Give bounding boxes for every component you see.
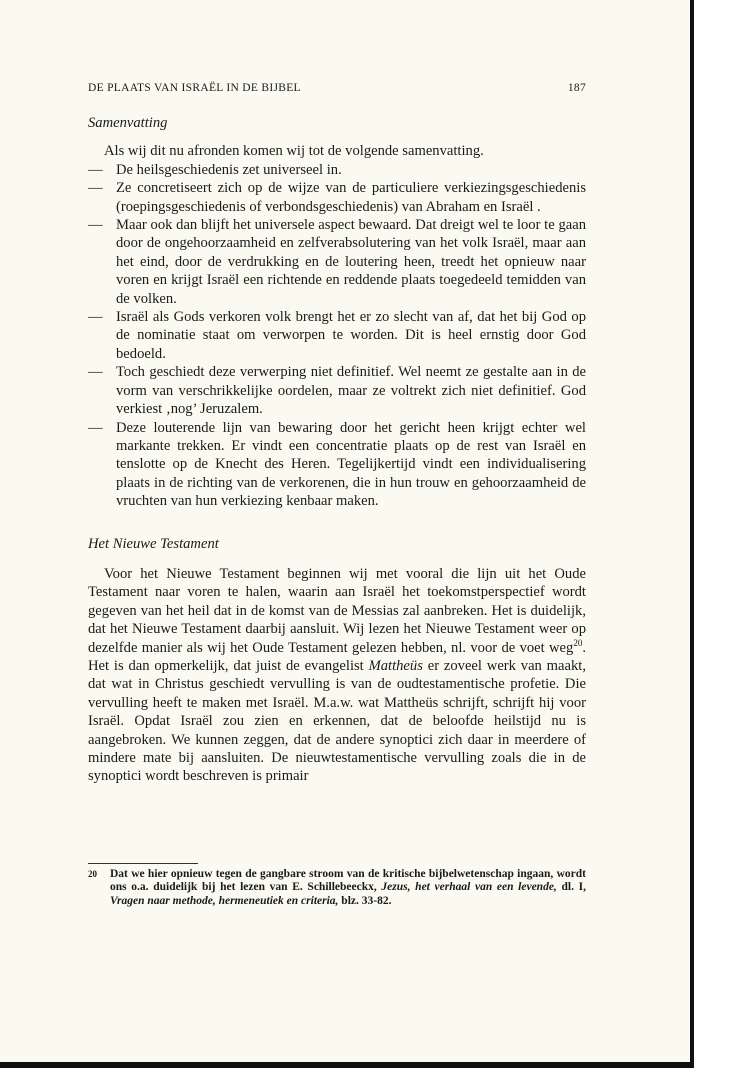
emphasis-mattheus: Mattheüs: [368, 657, 423, 674]
footnote-divider: [88, 863, 198, 864]
body-text: [88, 114, 586, 786]
footnote-number: 20: [88, 869, 97, 879]
dash-marker: —: [88, 419, 103, 436]
list-item: [88, 363, 586, 418]
list-item-text: Deze louterende lijn van bewaring door het gericht heen krijgt echter wel markante trekken. Er vindt een concentratie plaats op de rest van Israël en tenslotte op de Knecht des Heren. Tegelijkertijd vindt een individualisering plaats in de richting van de verkorenen, die in hun trouw en gehoorzaamheid de vruchten van hun verkiezing kenbaar maken.: [116, 419, 586, 510]
footnote-title-jezus: Jezus, het verhaal van een levende,: [381, 881, 557, 894]
list-item-text: De heilsgeschiedenis zet universeel in.: [116, 161, 342, 178]
page-number: 187: [567, 82, 586, 94]
dash-marker: —: [88, 180, 103, 197]
page-edge-shadow-bottom: [0, 1062, 694, 1068]
section-title-nieuwe-testament: Het Nieuwe Testament: [88, 535, 219, 552]
running-head: [88, 82, 586, 94]
list-item: [88, 308, 586, 363]
summary-intro: Als wij dit nu afronden komen wij tot de volgende samenvatting.: [104, 143, 484, 160]
list-item-text: Ze concretiseert zich op de wijze van de particuliere verkiezingsgeschiedenis (roepingsgeschiedenis of verbondsgeschiedenis) van Abraham en Israël .: [116, 180, 586, 215]
list-item: [88, 419, 586, 511]
footnote-reference[interactable]: 20: [573, 637, 583, 648]
list-item: [88, 179, 586, 216]
footnote-text-part: Dat we hier opnieuw tegen de gangbare stroom van de kritische bijbelwetenschap ingaan, wordt ons o.a. duidelijk bij het lezen van E. Schillebeeckx,: [110, 868, 586, 894]
list-item-text: Toch geschiedt deze verwerping niet definitief. Wel neemt ze gestalte aan in de vorm van verschrikkelijke oordelen, maar ze voltrekt zich niet definitief. God verkiest ‚nog’ Jeruzalem.: [116, 364, 586, 418]
dash-marker: —: [88, 161, 103, 178]
list-item: [88, 216, 586, 308]
footnote: [88, 868, 586, 908]
footnote-text-part: blz. 33-82.: [338, 894, 392, 907]
running-title: DE PLAATS VAN ISRAËL IN DE BIJBEL: [88, 82, 301, 94]
page-edge-shadow: [690, 0, 694, 1068]
paragraph-text: . Het is dan opmerkelijk, dat juist de evangelist: [88, 639, 586, 674]
summary-list: [88, 161, 586, 511]
footnote-title-vragen: Vragen naar methode, hermeneutiek en criteria,: [110, 894, 339, 907]
list-item-text: Maar ook dan blijft het universele aspect bewaard. Dat dreigt wel te loor te gaan door de ongehoorzaamheid en zelfverabsolutering van het volk Israël, maar aan het eind, door de verdrukking en de loutering heen, treedt het opnieuw naar voren en krijgt Israël een richtende en reddende plaats toegedeeld temidden van de volken.: [116, 217, 586, 307]
paragraph-text: er zoveel werk van maakt, dat wat in Christus geschiedt vervulling is van de oudtestamentische profetie. Die vervulling heeft te maken met Israël. M.a.w. wat Mattheüs schrijft, schrijft hij voor Israël. Opdat Israël zou zien en erkennen, dat de beloofde heilstijd nu is aangebroken. We kunnen zeggen, dat de andere synoptici zich daar in meerdere of mindere mate bij aansluiten. De nieuwtestamentische vervulling zoals die in de synoptici wordt beschreven is primair: [88, 657, 586, 785]
list-item-text: Israël als Gods verkoren volk brengt het er zo slecht van af, dat het bij God op de nominatie staat om verworpen te worden. Dit is heel ernstig door God bedoeld.: [116, 309, 586, 362]
dash-marker: —: [88, 364, 103, 381]
section-title-samenvatting: Samenvatting: [88, 115, 168, 131]
footnote-text: [110, 868, 586, 908]
dash-marker: —: [88, 309, 103, 326]
paragraph-text: Voor het Nieuwe Testament beginnen wij met vooral die lijn uit het Oude Testament naar voren te halen, waarin aan Israël het toekomstperspectief wordt gegeven van het heil dat in de komst van de Messias zal aanbreken. Het is duidelijk, dat het Nieuwe Testament daarbij aansluit. Wij lezen het Nieuwe Testament weer op dezelfde manier als wij het Oude Testament gelezen hebben, nl. voor de voet weg: [88, 565, 586, 656]
dash-marker: —: [88, 217, 103, 234]
paragraph: [88, 565, 586, 786]
footnote-text-part: dl. I,: [556, 881, 586, 894]
list-item: [88, 161, 586, 179]
